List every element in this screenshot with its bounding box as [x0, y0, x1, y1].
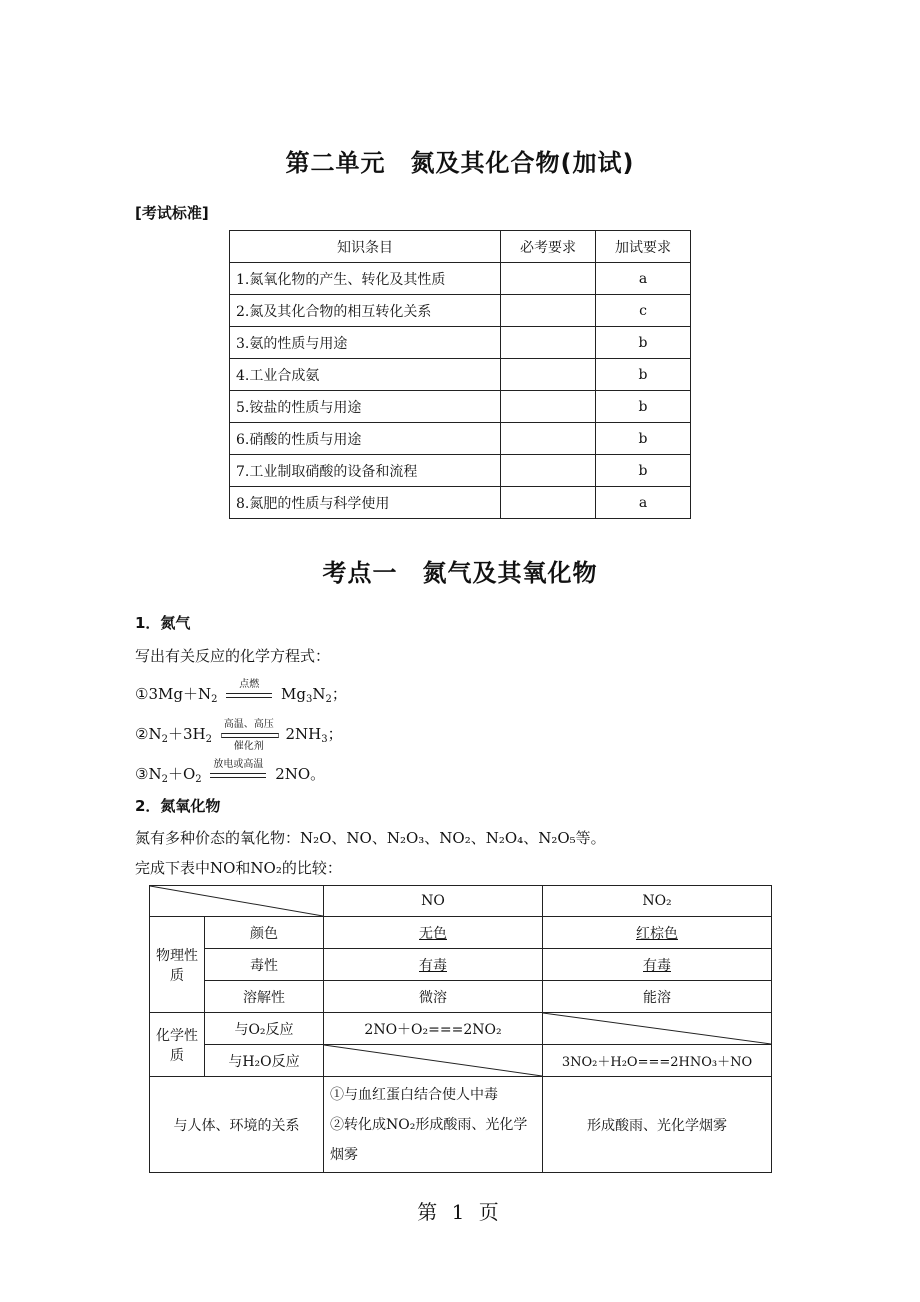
- no2-toxicity: 有毒: [543, 949, 772, 981]
- no2-color: 红棕色: [543, 917, 772, 949]
- no2-env: 形成酸雨、光化学烟雾: [543, 1077, 772, 1173]
- item-cell: 3.氨的性质与用途: [230, 327, 501, 359]
- nitrogen-intro: 写出有关反应的化学方程式：: [135, 647, 331, 665]
- diagonal-corner: [150, 886, 324, 917]
- page-title: 第二单元 氮及其化合物(加试): [285, 149, 635, 177]
- item-cell: 2.氮及其化合物的相互转化关系: [230, 295, 501, 327]
- required-cell: [501, 391, 596, 423]
- extra-cell: b: [596, 455, 691, 487]
- header-required: 必考要求: [501, 231, 596, 263]
- table-row: [230, 359, 691, 391]
- extra-cell: a: [596, 263, 691, 295]
- item-cell: 5.铵盐的性质与用途: [230, 391, 501, 423]
- extra-cell: b: [596, 391, 691, 423]
- env-label: 与人体、环境的关系: [150, 1077, 324, 1173]
- table-row: [230, 487, 691, 519]
- no2-solubility: 能溶: [543, 981, 772, 1013]
- equation-3: $③N_2+O_2$ 放电或高温 2NO。: [135, 759, 326, 785]
- required-cell: [501, 423, 596, 455]
- o2-reaction-label: 与O₂反应: [205, 1013, 324, 1045]
- equation-1: $①3Mg+N_2$ 点燃 $Mg_3N_2$；: [135, 679, 347, 705]
- no-env-line-1: ①与血红蛋白结合使人中毒: [330, 1086, 498, 1103]
- table-row: [230, 327, 691, 359]
- color-label: 颜色: [205, 917, 324, 949]
- no-toxicity: 有毒: [324, 949, 543, 981]
- required-cell: [501, 327, 596, 359]
- page-footer: 第 1 页: [417, 1200, 503, 1224]
- no2-h2o-reaction: 3NO₂＋H₂O===2HNO₃＋NO: [543, 1045, 772, 1077]
- no-solubility: 微溶: [324, 981, 543, 1013]
- required-cell: [501, 487, 596, 519]
- required-cell: [501, 455, 596, 487]
- no-env: [324, 1077, 543, 1173]
- extra-cell: c: [596, 295, 691, 327]
- item-cell: 6.硝酸的性质与用途: [230, 423, 501, 455]
- standard-table-header: [230, 231, 691, 263]
- toxicity-label: 毒性: [205, 949, 324, 981]
- chemical-label: 化学性质: [150, 1013, 205, 1077]
- no-color: 无色: [324, 917, 543, 949]
- required-cell: [501, 295, 596, 327]
- extra-cell: b: [596, 423, 691, 455]
- physical-label: 物理性质: [150, 917, 205, 1013]
- item-cell: 7.工业制取硝酸的设备和流程: [230, 455, 501, 487]
- h2o-reaction-label: 与H₂O反应: [205, 1045, 324, 1077]
- equation-2: $②N_2+3H_2$ 高温、高压 催化剂 $2NH_3$；: [135, 719, 343, 752]
- required-cell: [501, 359, 596, 391]
- no2-o2-empty: [543, 1013, 772, 1045]
- reversible-arrow: 高温、高压 催化剂: [221, 729, 277, 741]
- table-row: [230, 423, 691, 455]
- col-no: NO: [324, 886, 543, 917]
- item-cell: 1.氮氧化物的产生、转化及其性质: [230, 263, 501, 295]
- comparison-table: [149, 885, 772, 1173]
- table-row: [230, 263, 691, 295]
- reaction-arrow: 放电或高温: [210, 769, 266, 781]
- col-no2: NO₂: [543, 886, 772, 917]
- table-row: [230, 455, 691, 487]
- no-h2o-empty: [324, 1045, 543, 1077]
- oxides-line-2: 完成下表中NO和NO₂的比较：: [135, 859, 342, 877]
- table-row: [230, 295, 691, 327]
- standard-table: [229, 230, 691, 519]
- extra-cell: a: [596, 487, 691, 519]
- header-extra: 加试要求: [596, 231, 691, 263]
- reaction-arrow: 点燃: [226, 689, 272, 701]
- section-title: 考点一 氮气及其氧化物: [322, 559, 598, 587]
- standard-heading: [考试标准]: [135, 204, 209, 222]
- no-env-line-2: ②转化成NO₂形成酸雨、光化学烟雾: [330, 1116, 528, 1163]
- no-o2-reaction: 2NO＋O₂===2NO₂: [324, 1013, 543, 1045]
- extra-cell: b: [596, 327, 691, 359]
- table-row: [230, 391, 691, 423]
- header-item: 知识条目: [230, 231, 501, 263]
- solubility-label: 溶解性: [205, 981, 324, 1013]
- nitrogen-heading: 1．氮气: [135, 614, 191, 632]
- item-cell: 4.工业合成氨: [230, 359, 501, 391]
- required-cell: [501, 263, 596, 295]
- item-cell: 8.氮肥的性质与科学使用: [230, 487, 501, 519]
- extra-cell: b: [596, 359, 691, 391]
- oxides-heading: 2．氮氧化物: [135, 797, 221, 815]
- oxides-line-1: 氮有多种价态的氧化物：N₂O、NO、N₂O₃、NO₂、N₂O₄、N₂O₅等。: [135, 829, 606, 847]
